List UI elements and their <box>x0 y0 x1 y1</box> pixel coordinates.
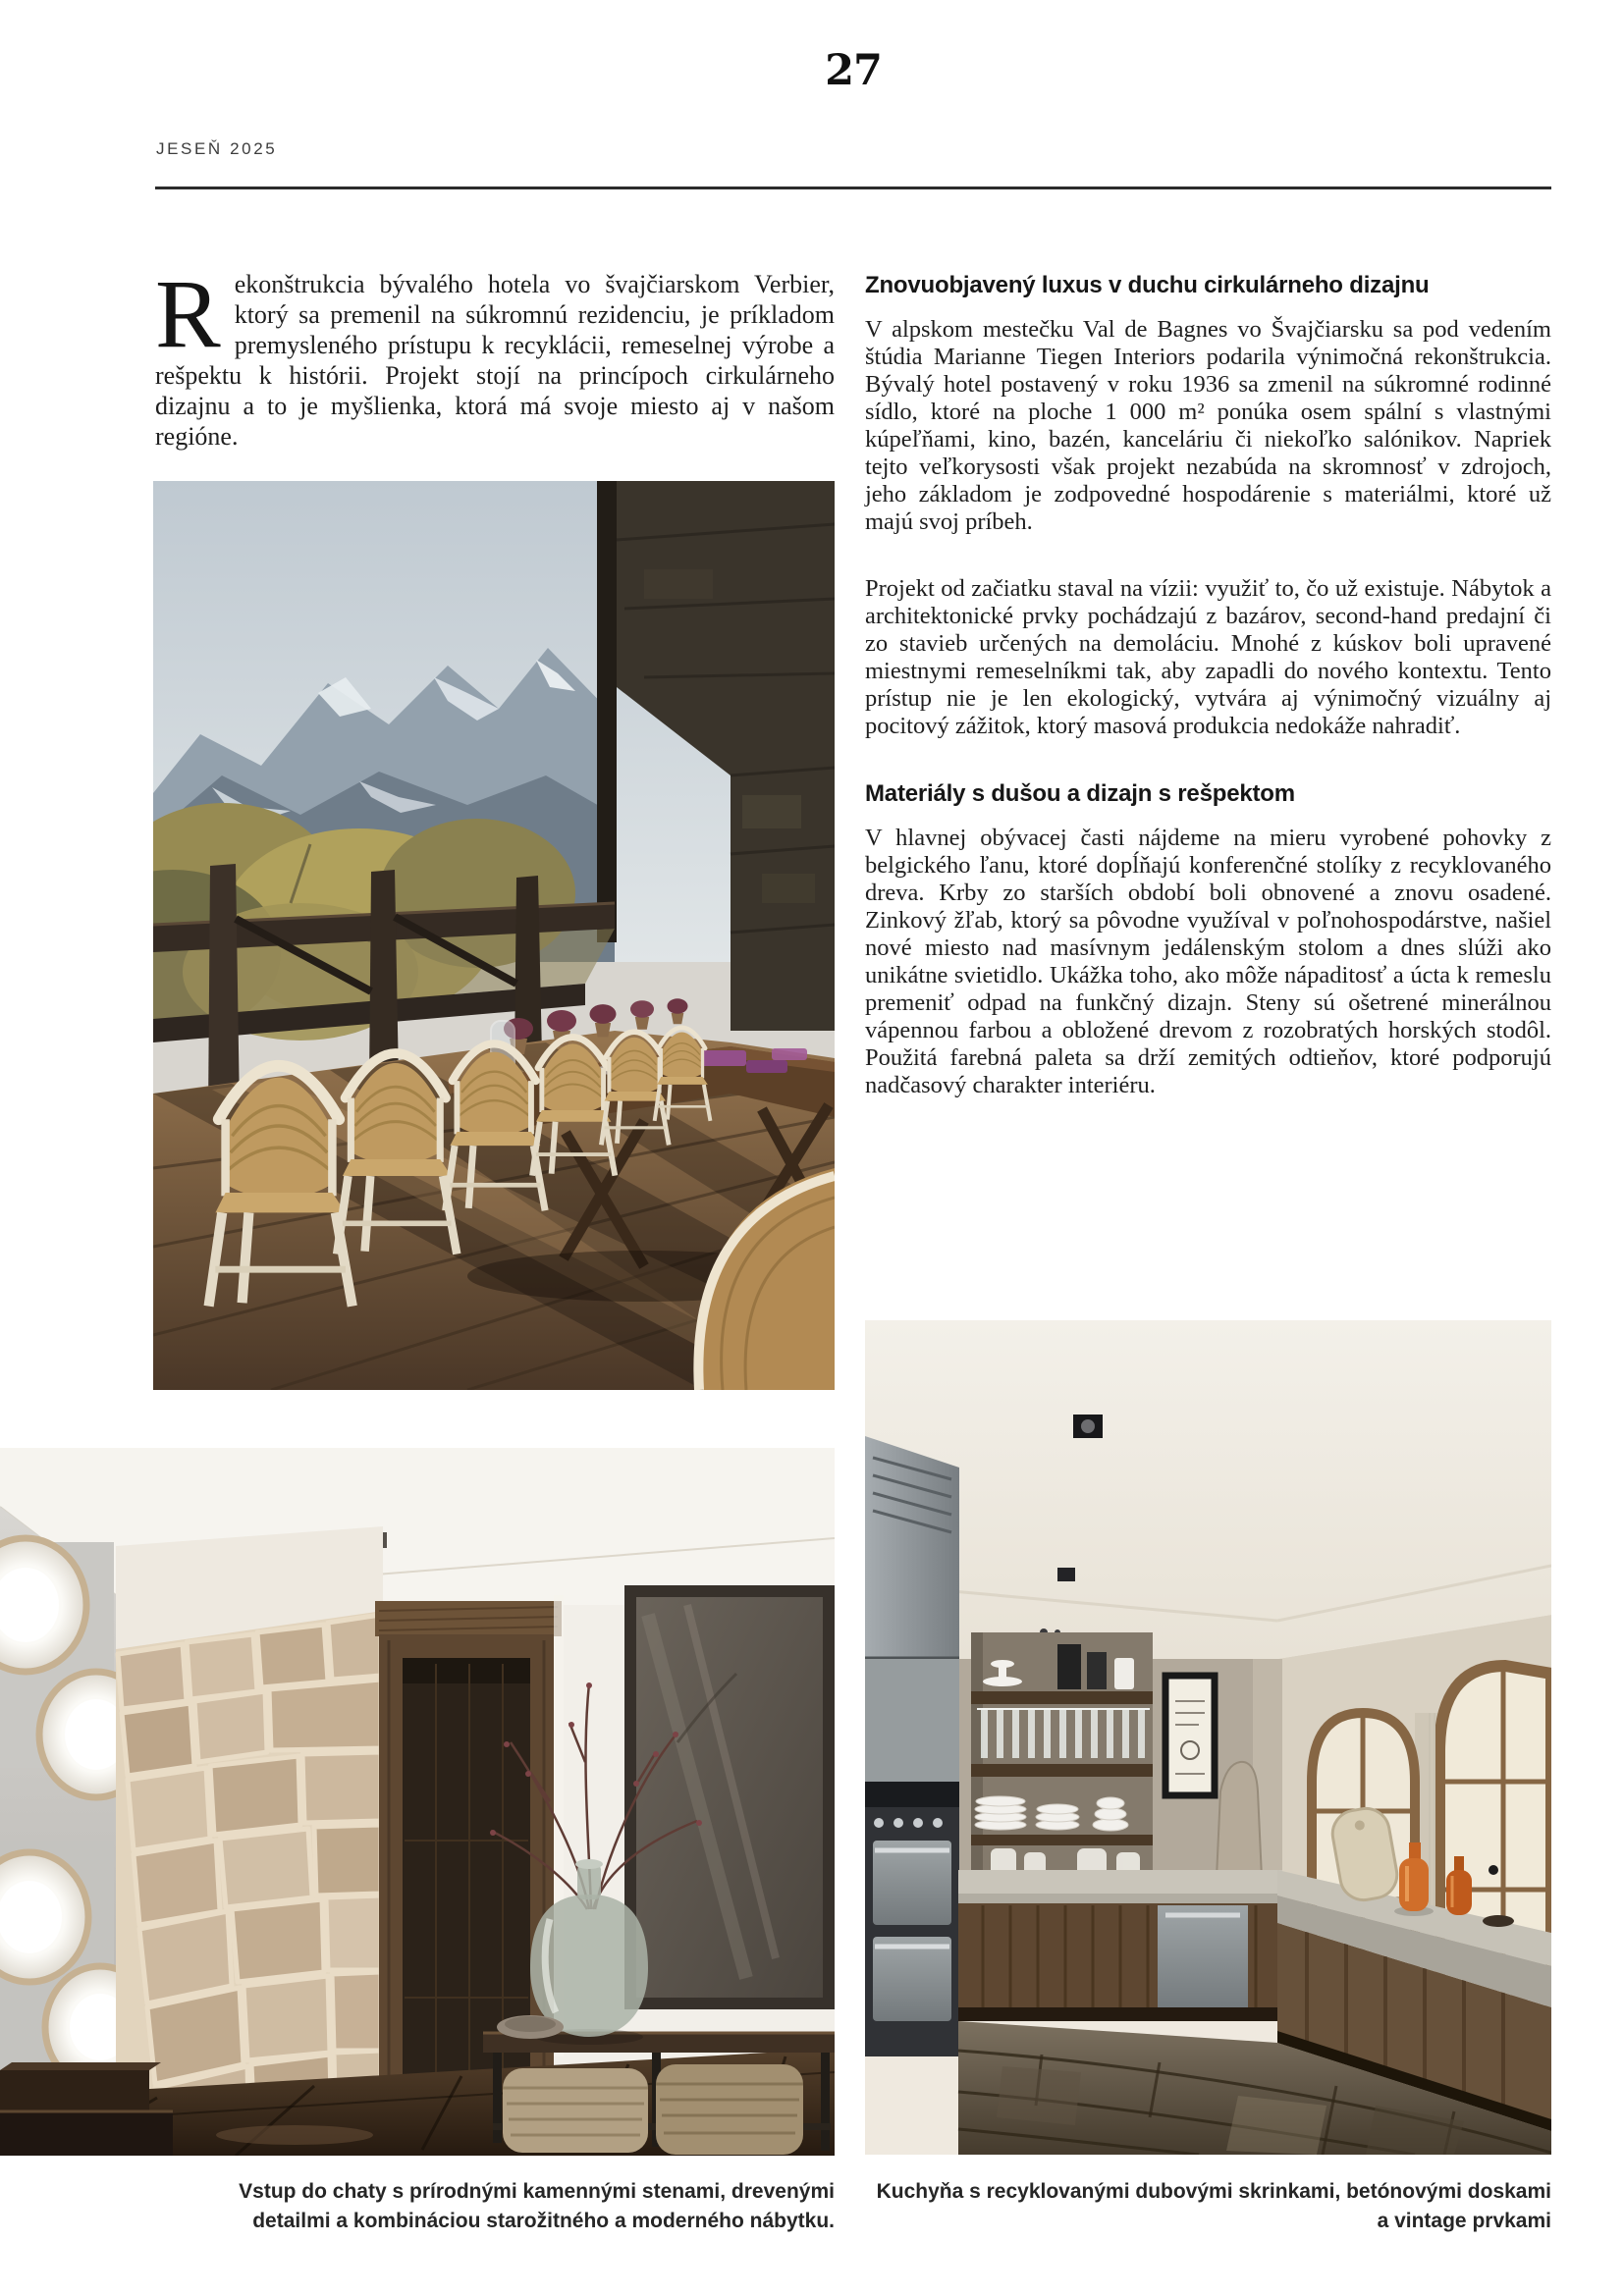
intro-text: ekonštrukcia bývalého hotela vo švajčiarskom Verbier, ktorý sa premenil na súkromnú rezidenciu, je príkladom premysleného prístupu k recyklácii, remeselnej výrobe a rešpektu k histórii. Projekt stojí na princípoch cirkulárneho dizajnu a to je myšlienka, ktorá má svoje miesto aj v našom regióne. <box>155 270 835 451</box>
hallway-illustration <box>0 1448 835 2156</box>
hallway-photo <box>0 1448 835 2156</box>
kitchen-photo <box>865 1320 1551 2155</box>
intro-paragraph <box>155 259 835 452</box>
caption-kitchen: Kuchyňa s recyklovanými dubovými skrinkami, betónovými doskami a vintage prvkami <box>876 2180 1551 2232</box>
page-number: 27 <box>825 46 882 95</box>
body-paragraph: Projekt od začiatku staval na vízii: využiť to, čo už existuje. Nábytok a architektonické prvky pochádzajú z bazárov, second-hand predajní či zo stavieb určených na demoláciu. Mnohé z kúskov boli upravené miestnymi remeselníkmi tak, aby zapadli do nového kontextu. Tento prístup nie je len ekologický, vytvára aj výnimočný vizuálny aj pocitový zážitok, ktorý masová produkcia nedokáže nahradiť. <box>865 575 1551 739</box>
terrace-illustration <box>153 481 835 1390</box>
right-column <box>865 271 1551 1139</box>
section-heading-circular-luxury: Znovuobjavený luxus v duchu cirkulárneho dizajnu <box>865 272 1430 298</box>
body-paragraph: V alpskom mestečku Val de Bagnes vo Švajčiarsku sa pod vedením štúdia Marianne Tiegen Interiors podarila výnimočná rekonštrukcia. Bývalý hotel postavený v roku 1936 sa zmenil na súkromné rodinné sídlo, ktoré na ploche 1 000 m² ponúka osem spální s vlastnými kúpeľňami, kino, bazén, kanceláriu či niekoľko salónikov. Napriek tejto veľkorysosti však projekt nezabúda na skromnosť v zdrojoch, jeho základom je zodpovedné hospodárenie s materiálmi, ktoré už majú svoj príbeh. <box>865 316 1551 535</box>
dropcap-letter: R <box>155 259 221 368</box>
terrace-photo <box>153 481 835 1390</box>
edition-label: JESEŇ 2025 <box>156 139 278 158</box>
header-rule <box>155 187 1551 189</box>
body-paragraph: V hlavnej obývacej časti nájdeme na mieru vyrobené pohovky z belgického ľanu, ktoré dopĺňajú konferenčné stolíky z recyklovaného dreva. Krby zo starších období boli obnovené a znovu osadené. Zinkový žľab, ktorý sa pôvodne využíval v poľnohospodárstve, našiel nové miesto nad masívnym jedálenským stolom a dnes slúži ako unikátne svietidlo. Ukážka toho, ako môže nápaditosť a úcta k remeslu premeniť odpad na funkčný dizajn. Steny sú ošetrené minerálnou vápennou farbou a obložené drevom z rozobratých horských stodôl. Použitá farebná paleta sa drží zemitých odtieňov, ktoré podporujú nadčasový charakter interiéru. <box>865 825 1551 1098</box>
kitchen-illustration <box>865 1320 1551 2155</box>
left-column <box>155 259 835 452</box>
caption-hallway: Vstup do chaty s prírodnými kamennými stenami, drevenými detailmi a kombináciou starožitného a moderného nábytku. <box>239 2180 835 2232</box>
section-heading-materials: Materiály s dušou a dizajn s rešpektom <box>865 780 1295 807</box>
